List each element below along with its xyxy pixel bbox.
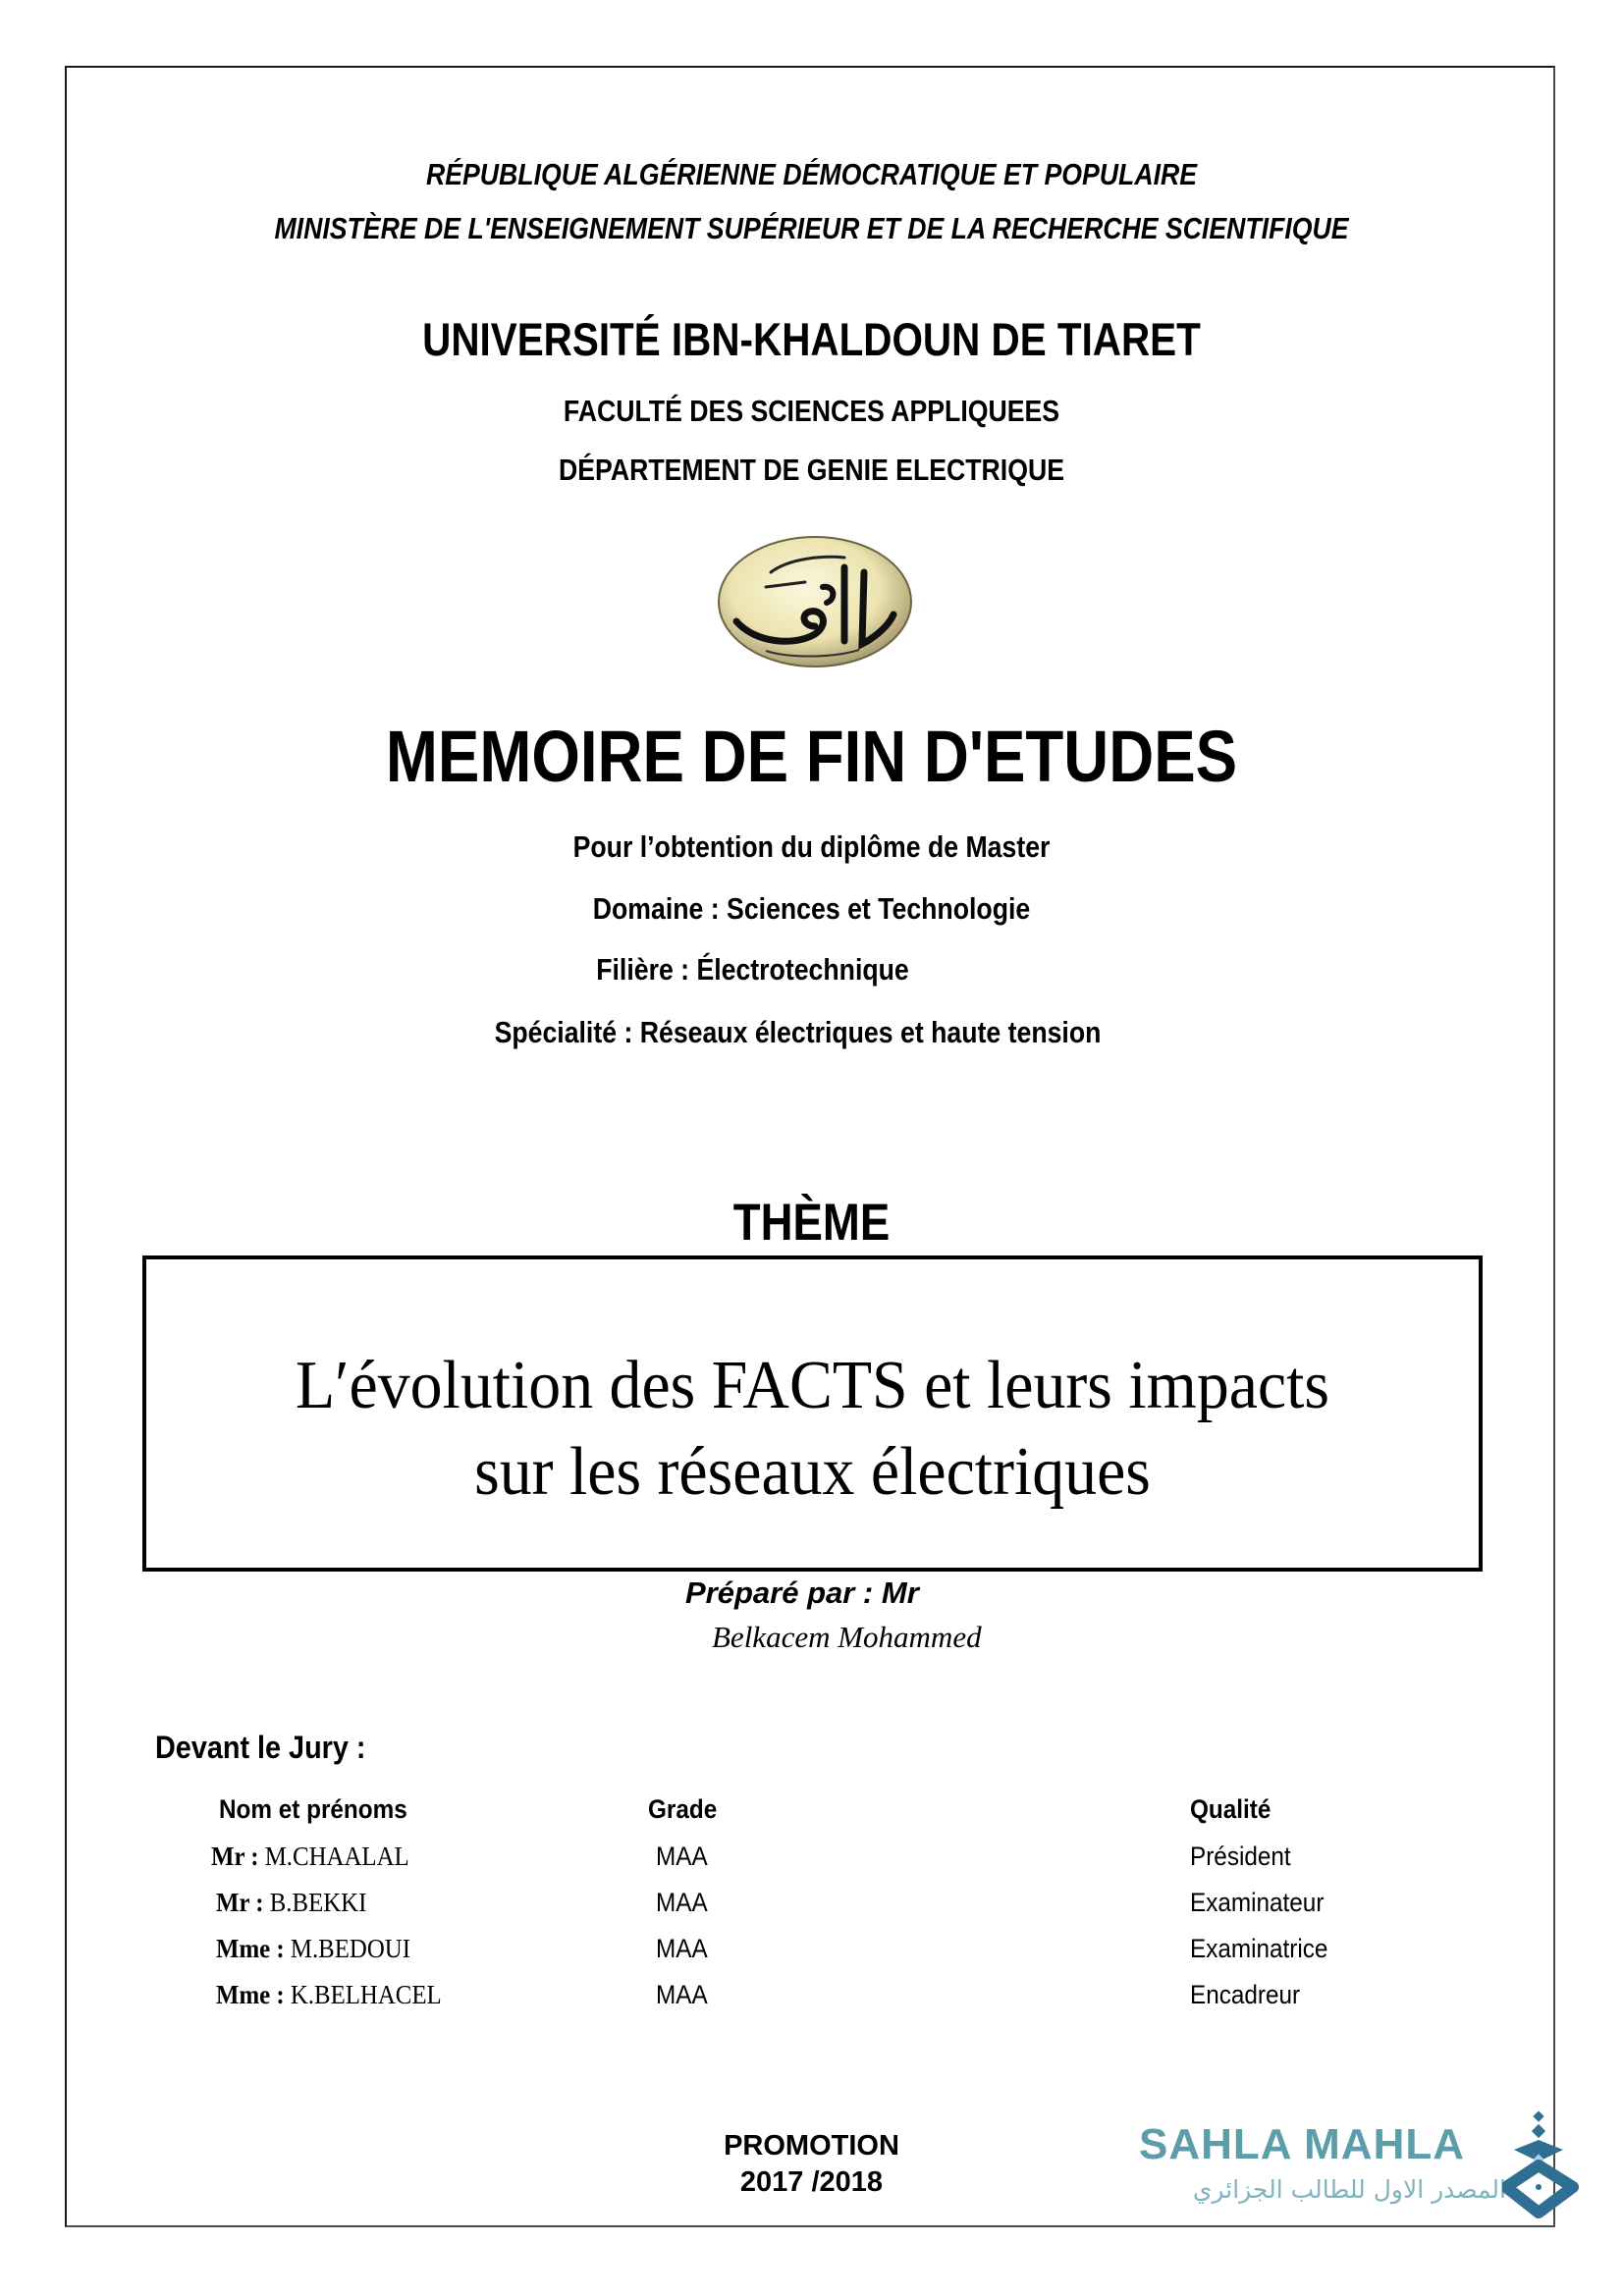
- jury-header-grade: Grade: [648, 1794, 718, 1824]
- jury-member-title: Mr :: [216, 1888, 264, 1917]
- jury-member-surname: K.BELHACEL: [290, 1980, 442, 2009]
- author-name: Belkacem Mohammed: [712, 1620, 982, 1654]
- jury-row: [0, 1934, 1623, 1973]
- jury-member-title: Mr :: [211, 1842, 259, 1871]
- thesis-domain: Domaine : Sciences et Technologie: [592, 891, 1031, 926]
- watermark-brand: SAHLA MAHLA: [1139, 2120, 1465, 2168]
- thesis-purpose: Pour l’obtention du diplôme de Master: [572, 829, 1051, 864]
- theme-label: THÈME: [732, 1194, 891, 1252]
- jury-member-title: Mme :: [216, 1980, 285, 2009]
- jury-member-name: [216, 1934, 410, 1964]
- promotion-label: PROMOTION: [724, 2130, 899, 2162]
- jury-member-quality: Examinatrice: [1190, 1934, 1328, 1963]
- jury-member-name: [211, 1842, 409, 1872]
- sahla-mahla-logo-icon: [1502, 2110, 1579, 2218]
- university-seal-icon: [697, 528, 933, 675]
- thesis-type-title: MEMOIRE DE FIN D'ETUDES: [385, 716, 1238, 797]
- jury-header-name: Nom et prénoms: [219, 1794, 407, 1824]
- theme-title: [187, 1343, 1439, 1516]
- jury-member-grade: MAA: [656, 1888, 708, 1917]
- prepared-by-label: Préparé par : Mr: [685, 1575, 919, 1610]
- jury-member-quality: Examinateur: [1190, 1888, 1325, 1917]
- theme-title-line-1: L′évolution des FACTS et leurs impacts: [295, 1348, 1330, 1423]
- jury-member-name: [216, 1888, 366, 1918]
- sahla-mahla-watermark: [1139, 2120, 1571, 2228]
- jury-row: [0, 1980, 1623, 2019]
- republic-heading: RÉPUBLIQUE ALGÉRIENNE DÉMOCRATIQUE ET POPULAIRE: [425, 157, 1198, 191]
- jury-member-surname: B.BEKKI: [269, 1888, 367, 1917]
- jury-member-title: Mme :: [216, 1934, 285, 1963]
- promotion-years: 2017 /2018: [739, 2166, 884, 2198]
- jury-member-quality: Encadreur: [1190, 1980, 1301, 2009]
- department-name: DÉPARTEMENT DE GENIE ELECTRIQUE: [559, 453, 1064, 487]
- jury-row: [0, 1888, 1623, 1927]
- jury-member-grade: MAA: [656, 1980, 708, 2009]
- university-name: UNIVERSITÉ IBN-KHALDOUN DE TIARET: [422, 313, 1201, 365]
- jury-member-quality: Président: [1190, 1842, 1291, 1871]
- jury-title: Devant le Jury :: [155, 1730, 366, 1765]
- thesis-specialty: Spécialité : Réseaux électriques et haute tension: [494, 1015, 1102, 1049]
- jury-member-grade: MAA: [656, 1842, 708, 1871]
- jury-header-quality: Qualité: [1190, 1794, 1271, 1824]
- jury-member-name: [216, 1980, 442, 2010]
- jury-member-surname: M.CHAALAL: [264, 1842, 409, 1871]
- ministry-heading: MINISTÈRE DE L'ENSEIGNEMENT SUPÉRIEUR ET DE LA RECHERCHE SCIENTIFIQUE: [274, 211, 1349, 245]
- jury-member-surname: M.BEDOUI: [290, 1934, 410, 1963]
- theme-title-line-2: sur les réseaux électriques: [474, 1434, 1151, 1510]
- theme-box: [142, 1255, 1483, 1572]
- jury-member-grade: MAA: [656, 1934, 708, 1963]
- watermark-tagline: المصدر الاول للطالب الجزائري: [1192, 2175, 1506, 2204]
- jury-row: [0, 1842, 1623, 1881]
- thesis-field: Filière : Électrotechnique: [596, 952, 909, 987]
- faculty-name: FACULTÉ DES SCIENCES APPLIQUEES: [563, 394, 1060, 428]
